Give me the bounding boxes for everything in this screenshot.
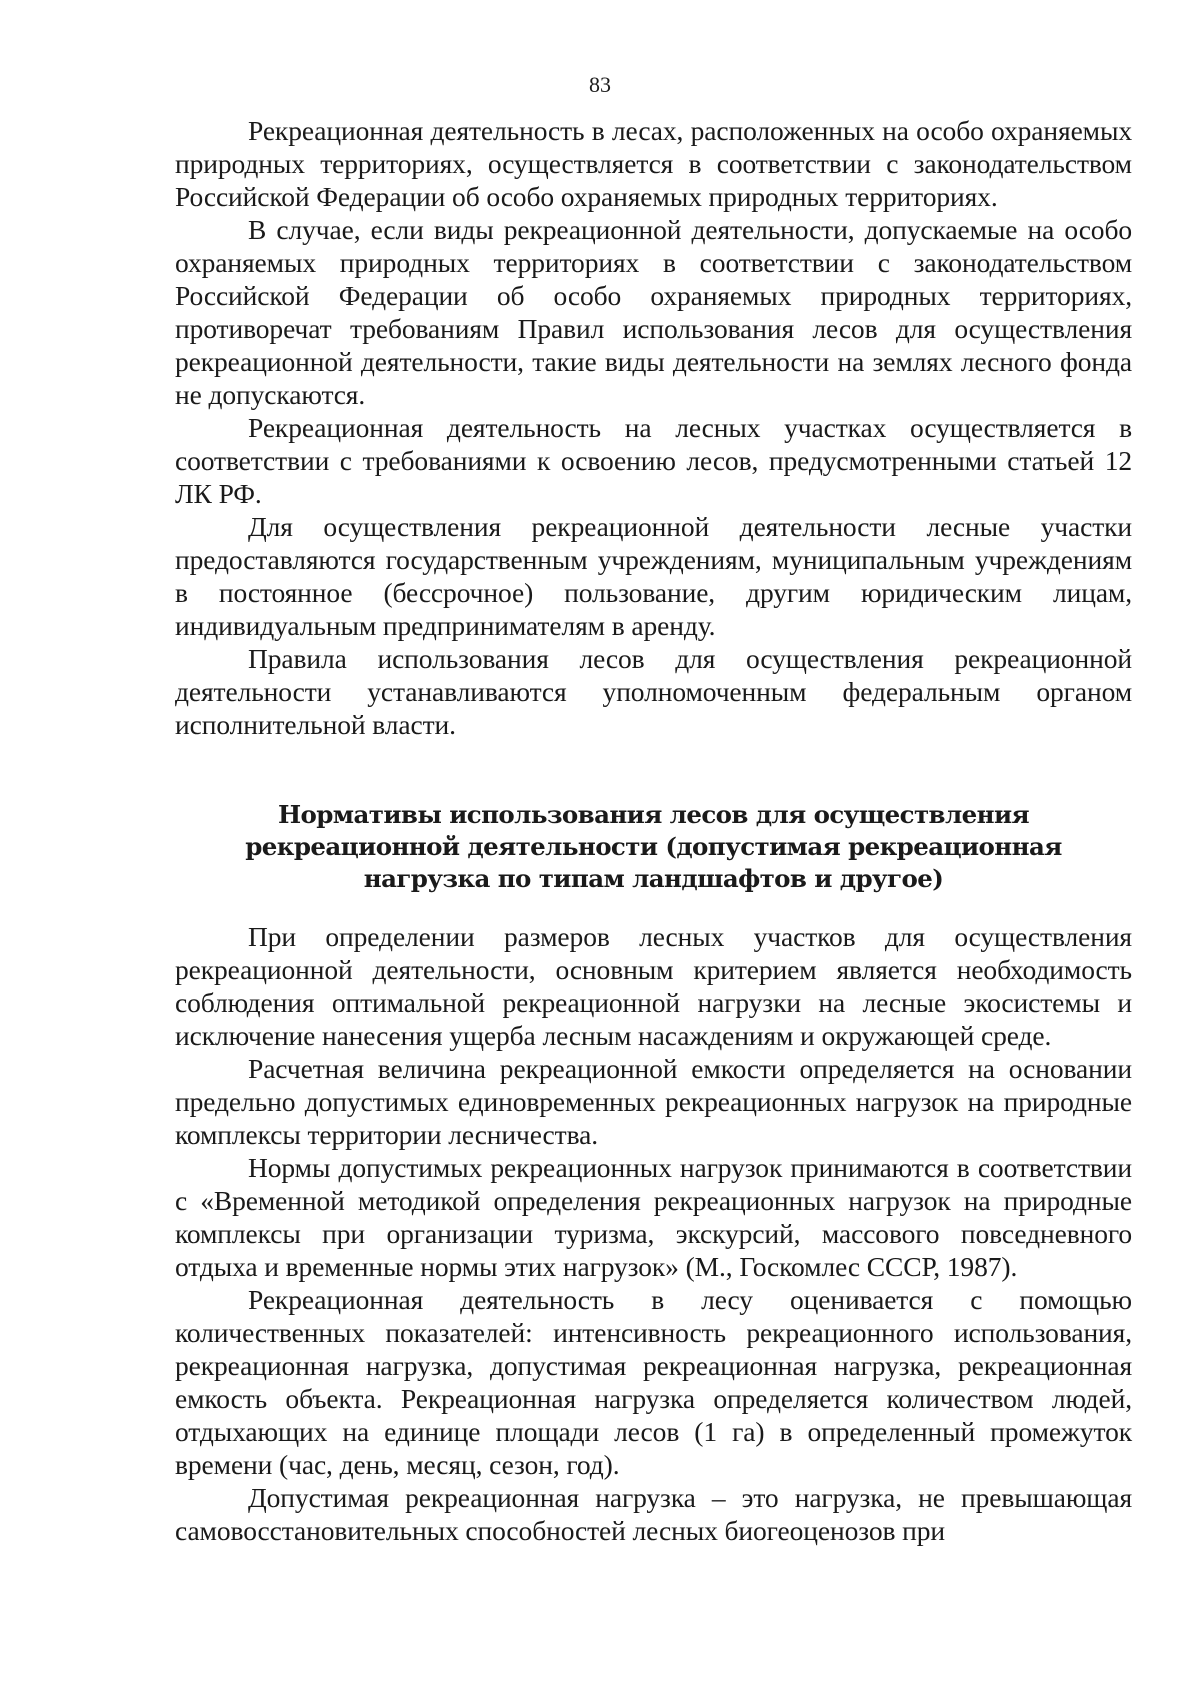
heading-line: Нормативы использования лесов для осуществления [277, 800, 1030, 829]
body-text-top [175, 114, 1132, 741]
paragraph: В случае, если виды рекреационной деятельности, допускаемые на особо охраняемых природных территориях в соответствии с законодательством Российской Федерации об особо охраняемых природных территориях, противоречат требованиям Правил использования лесов для осуществления рекреационной деятельности, такие виды деятельности на землях лесного фонда не допускаются. [175, 214, 1132, 410]
paragraph: Допустимая рекреационная нагрузка – это нагрузка, не превышающая самовосстановительных способностей лесных биогеоценозов при [175, 1482, 1132, 1546]
paragraph: Для осуществления рекреационной деятельности лесные участки предоставляются государственным учреждениям, муниципальным учреждениям в постоянное (бессрочное) пользование, другим юридическим лицам, индивидуальным предпринимателям в аренду. [175, 511, 1132, 641]
paragraph: Расчетная величина рекреационной емкости определяется на основании предельно допустимых единовременных рекреационных нагрузок на природные комплексы территории лесничества. [175, 1053, 1132, 1150]
page-number: 83 [589, 72, 611, 97]
paragraph: Правила использования лесов для осуществления рекреационной деятельности устанавливаются уполномоченным федеральным органом исполнительной власти. [175, 643, 1132, 740]
paragraph: Нормы допустимых рекреационных нагрузок принимаются в соответствии с «Временной методикой определения рекреационных нагрузок на природные комплексы при организации туризма, экскурсий, массового повседневного отдыха и временные нормы этих нагрузок» (М., Госкомлес СССР, 1987). [175, 1152, 1132, 1282]
heading-line: рекреационной деятельности (допустимая рекреационная [245, 832, 1062, 861]
paragraph: Рекреационная деятельность на лесных участках осуществляется в соответствии с требованиями к освоению лесов, предусмотренными статьей 12 ЛК РФ. [175, 412, 1132, 509]
heading-line: нагрузка по типам ландшафтов и другое) [363, 864, 944, 893]
section-heading [175, 799, 1132, 895]
paragraph: Рекреационная деятельность в лесах, расположенных на особо охраняемых природных территориях, осуществляется в соответствии с законодательством Российской Федерации об особо охраняемых природных территориях. [175, 115, 1132, 212]
body-text-bottom [175, 920, 1132, 1547]
paragraph: При определении размеров лесных участков для осуществления рекреационной деятельности, основным критерием является необходимость соблюдения оптимальной рекреационной нагрузки на лесные экосистемы и исключение нанесения ущерба лесным насаждениям и окружающей среде. [175, 921, 1132, 1051]
paragraph: Рекреационная деятельность в лесу оценивается с помощью количественных показателей: интенсивность рекреационного использования, рекреационная нагрузка, допустимая рекреационная нагрузка, рекреационная емкость объекта. Рекреационная нагрузка определяется количеством людей, отдыхающих на единице площади лесов (1 га) в определенный промежуток времени (час, день, месяц, сезон, год). [175, 1284, 1132, 1480]
